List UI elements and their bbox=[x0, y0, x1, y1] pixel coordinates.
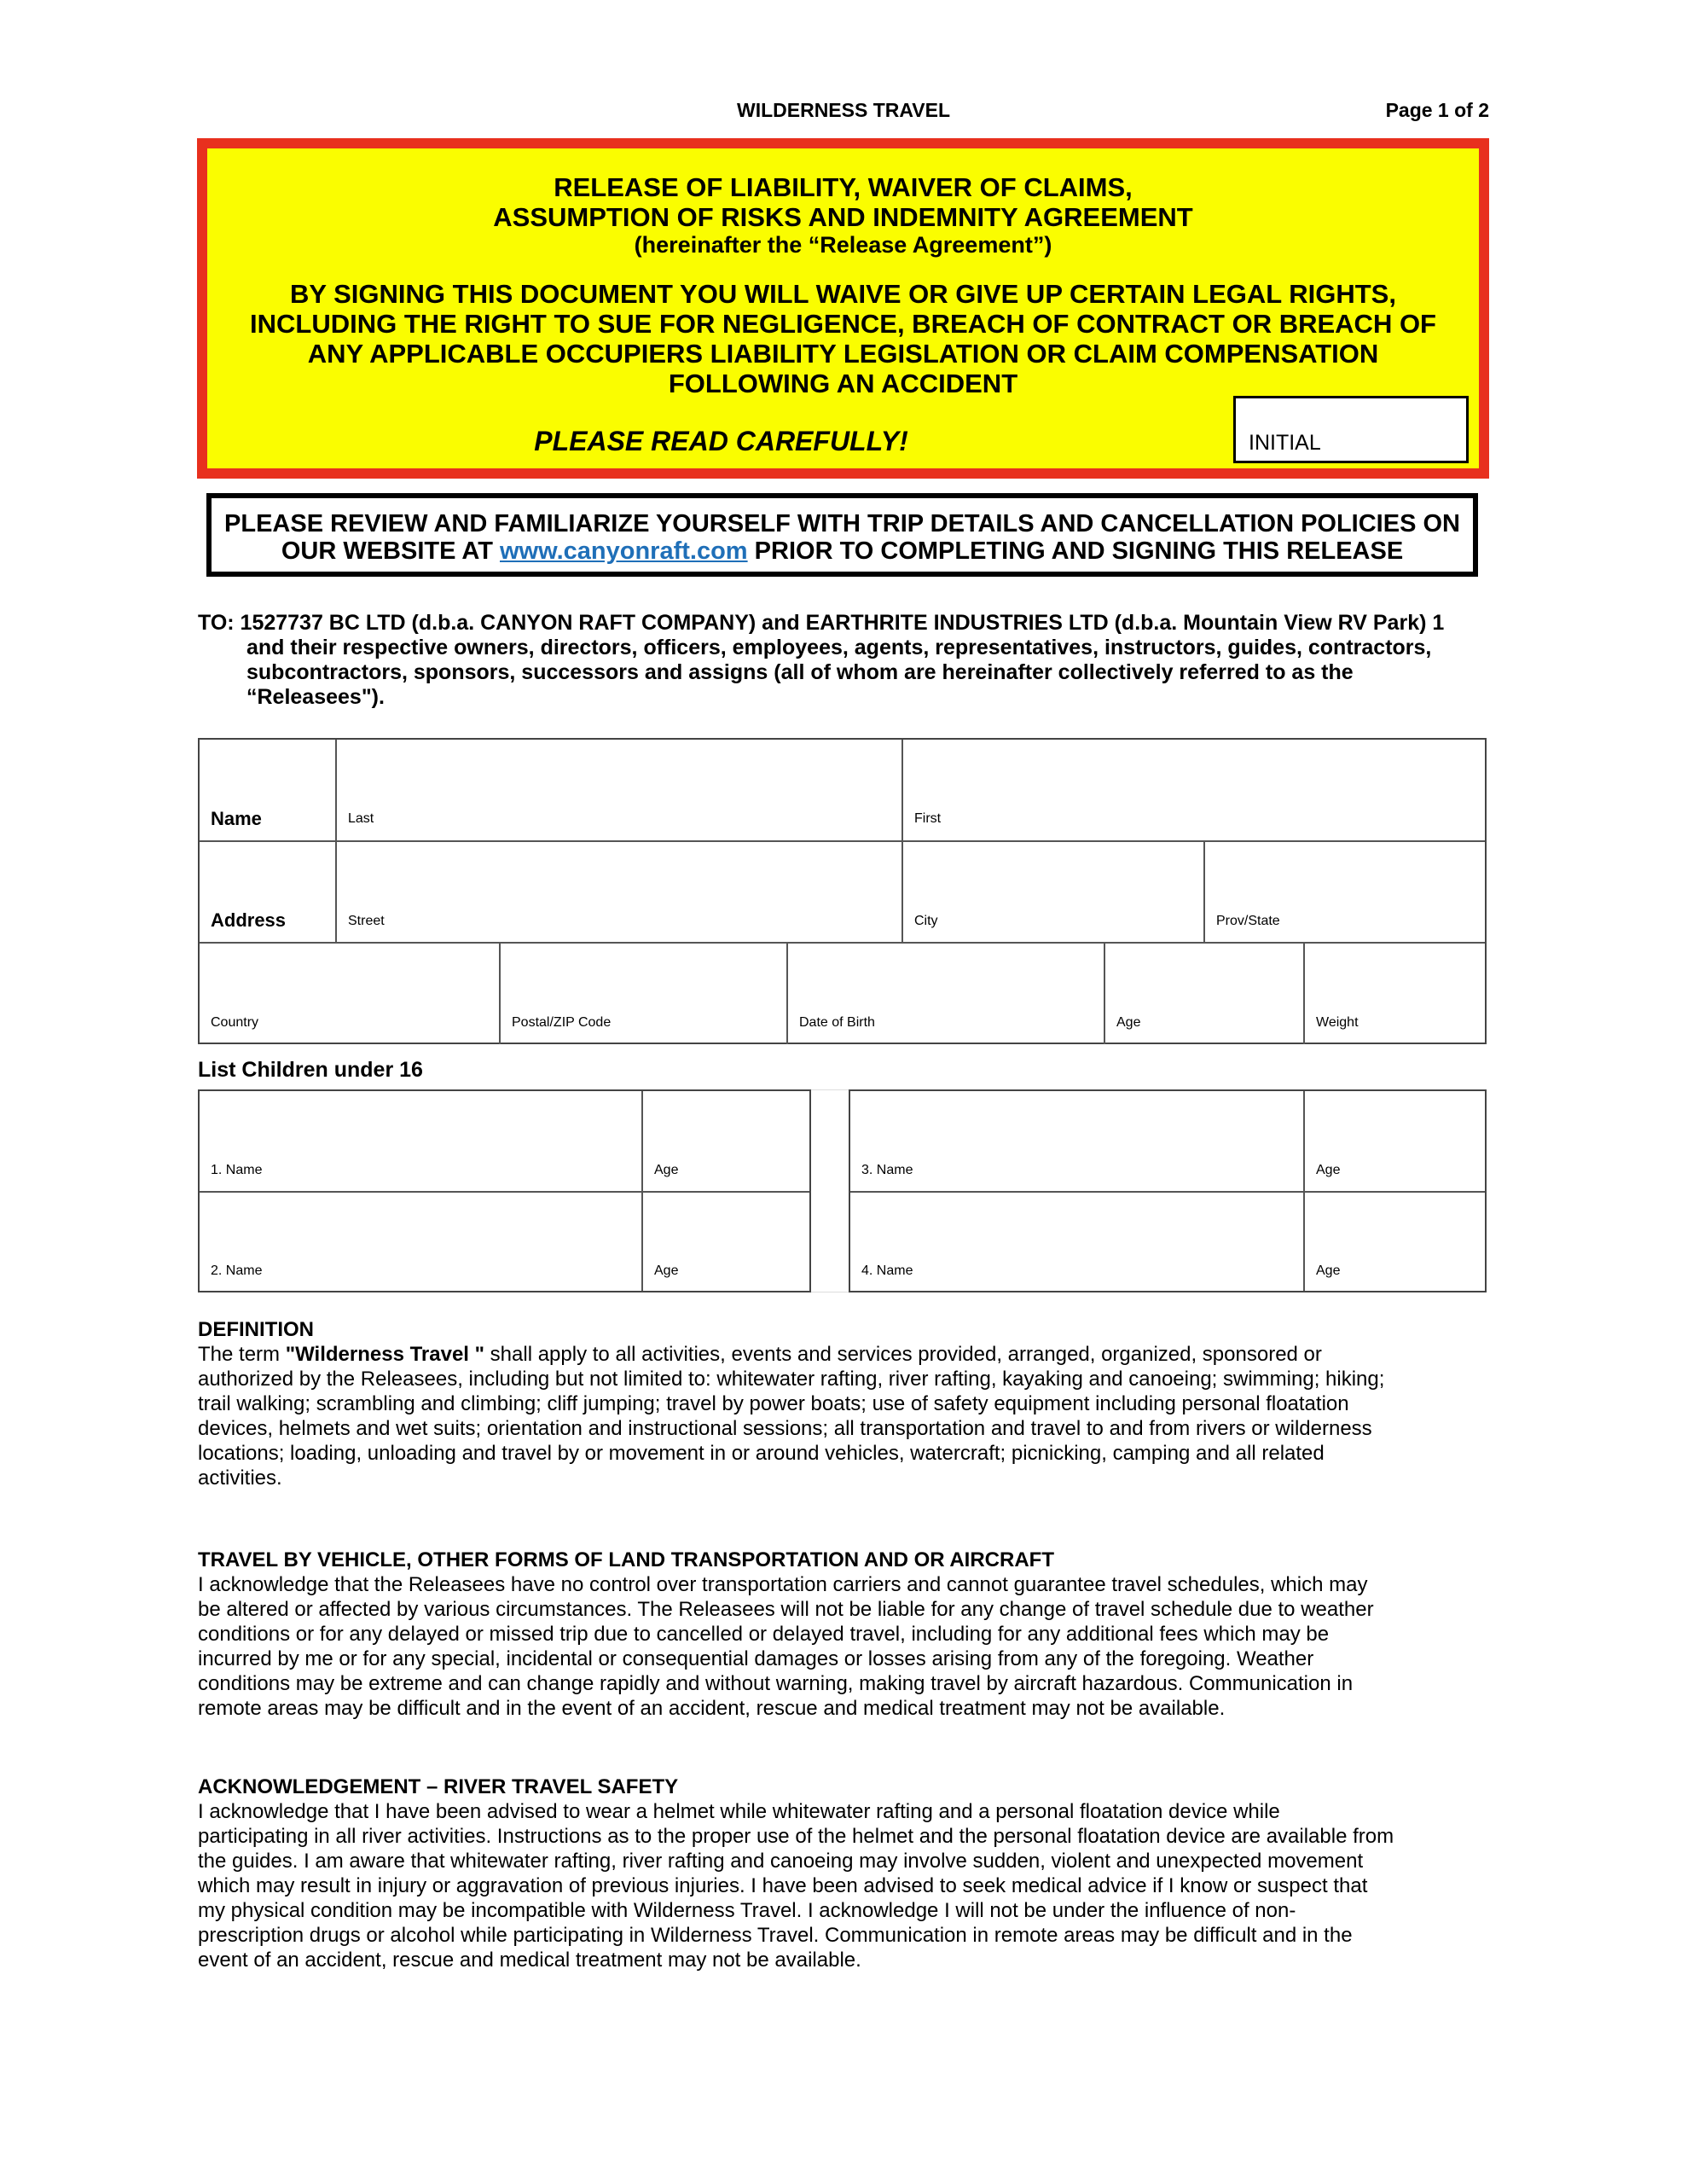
definition-line: trail walking; scrambling and climbing; cliff jumping; travel by power boats; use of safety equipment including personal floatation bbox=[198, 1392, 1349, 1415]
travel-line: be altered or affected by various circumstances. The Releasees will not be liable for any change of travel schedule due to weather bbox=[198, 1598, 1374, 1621]
initial-label: INITIAL bbox=[1249, 431, 1321, 455]
river-safety-line: participating in all river activities. Instructions as to the proper use of the helmet and the personal floatation device are available from bbox=[198, 1825, 1394, 1848]
postal-code-field[interactable] bbox=[501, 944, 786, 1044]
children-table-right bbox=[849, 1089, 1487, 1292]
travel-line: incurred by me or for any special, incidental or consequential damages or losses arising from any of the foregoing. Weather bbox=[198, 1647, 1314, 1670]
city-caption: City bbox=[914, 914, 938, 928]
releasees-line: TO: 1527737 BC LTD (d.b.a. CANYON RAFT COMPANY) and EARTHRITE INDUSTRIES LTD (d.b.a. Mountain View RV Park) 1 bbox=[198, 611, 1445, 635]
children-list-heading: List Children under 16 bbox=[198, 1058, 423, 1082]
child-4-age-caption: Age bbox=[1316, 1263, 1341, 1278]
travel-line: conditions may be extreme and can change rapidly and without warning, making travel by aircraft hazardous. Communication in bbox=[198, 1672, 1354, 1695]
children-table-left bbox=[198, 1089, 811, 1292]
document-header-title: WILDERNESS TRAVEL bbox=[736, 99, 951, 121]
river-safety-heading: ACKNOWLEDGEMENT – RIVER TRAVEL SAFETY bbox=[198, 1775, 679, 1798]
definition-prefix: The term bbox=[198, 1343, 286, 1366]
page-number: Page 1 of 2 bbox=[1385, 99, 1489, 121]
agreement-subtitle: (hereinafter the “Release Agreement”) bbox=[634, 232, 1052, 258]
child-4-age-field[interactable] bbox=[1305, 1193, 1487, 1292]
definition-line: activities. bbox=[198, 1467, 282, 1490]
child-4-name-field[interactable] bbox=[850, 1193, 1303, 1292]
warning-box-fill bbox=[207, 148, 1479, 468]
warning-text-line: BY SIGNING THIS DOCUMENT YOU WILL WAIVE OR GIVE UP CERTAIN LEGAL RIGHTS, bbox=[290, 279, 1396, 309]
child-3-name-field[interactable] bbox=[850, 1091, 1303, 1191]
prov-state-caption: Prov/State bbox=[1216, 914, 1280, 928]
child-2-name-caption: 2. Name bbox=[211, 1263, 263, 1278]
child-2-name-field[interactable] bbox=[200, 1193, 641, 1292]
first-name-field[interactable] bbox=[903, 740, 1487, 840]
travel-section bbox=[198, 1548, 1499, 1721]
date-of-birth-field[interactable] bbox=[788, 944, 1104, 1044]
travel-line: I acknowledge that the Releasees have no control over transportation carriers and cannot guarantee travel schedules, which may bbox=[198, 1573, 1368, 1596]
name-row-label: Name bbox=[211, 808, 262, 829]
travel-line: conditions or for any delayed or missed trip due to cancelled or delayed travel, including for any additional fees which may be bbox=[198, 1623, 1330, 1646]
child-3-age-caption: Age bbox=[1316, 1163, 1341, 1177]
review-notice-prefix: OUR WEBSITE AT bbox=[281, 537, 500, 565]
weight-field[interactable] bbox=[1305, 944, 1487, 1044]
agreement-title-line-2: ASSUMPTION OF RISKS AND INDEMNITY AGREEMENT bbox=[493, 202, 1193, 232]
review-notice-line-2 bbox=[212, 537, 1473, 566]
review-notice-line-1: PLEASE REVIEW AND FAMILIARIZE YOURSELF WITH TRIP DETAILS AND CANCELLATION POLICIES ON bbox=[224, 510, 1460, 537]
river-safety-line: my physical condition may be incompatible with Wilderness Travel. I acknowledge I will not be under the influence of non- bbox=[198, 1899, 1296, 1922]
agreement-title-line-1: RELEASE OF LIABILITY, WAIVER OF CLAIMS, bbox=[554, 172, 1133, 202]
last-name-caption: Last bbox=[348, 811, 374, 826]
review-notice-box bbox=[206, 493, 1478, 577]
river-safety-line: event of an accident, rescue and medical treatment may not be available. bbox=[198, 1949, 861, 1972]
child-2-age-field[interactable] bbox=[643, 1193, 811, 1292]
river-safety-line: I acknowledge that I have been advised to wear a helmet while whitewater rafting and a personal floatation device while bbox=[198, 1800, 1280, 1823]
releasees-addressee-block bbox=[198, 611, 1494, 710]
warning-text-line: ANY APPLICABLE OCCUPIERS LIABILITY LEGISLATION OR CLAIM COMPENSATION bbox=[307, 339, 1379, 369]
weight-caption: Weight bbox=[1316, 1015, 1359, 1030]
street-field[interactable] bbox=[337, 842, 901, 942]
first-name-caption: First bbox=[914, 811, 942, 826]
child-3-age-field[interactable] bbox=[1305, 1091, 1487, 1191]
travel-heading: TRAVEL BY VEHICLE, OTHER FORMS OF LAND TRANSPORTATION AND OR AIRCRAFT bbox=[198, 1548, 1054, 1571]
travel-line: remote areas may be difficult and in the event of an accident, rescue and medical treatment may not be available. bbox=[198, 1697, 1226, 1720]
initial-field[interactable] bbox=[1233, 396, 1469, 463]
children-table-gap bbox=[811, 1089, 849, 1292]
definition-line bbox=[198, 1342, 1499, 1367]
participant-info-form bbox=[198, 738, 1487, 1044]
definition-line: locations; loading, unloading and travel by or movement in or around vehicles, watercraft; picnicking, camping and all related bbox=[198, 1442, 1325, 1465]
website-link[interactable]: www.canyonraft.com bbox=[500, 537, 748, 565]
warning-text-line: INCLUDING THE RIGHT TO SUE FOR NEGLIGENCE, BREACH OF CONTRACT OR BREACH OF bbox=[250, 309, 1436, 339]
age-field[interactable] bbox=[1105, 944, 1303, 1044]
definition-line: authorized by the Releasees, including but not limited to: whitewater rafting, river rafting, kayaking and canoeing; swimming; hiking; bbox=[198, 1368, 1385, 1391]
last-name-field[interactable] bbox=[337, 740, 901, 840]
defined-term: "Wilderness Travel " bbox=[285, 1343, 485, 1366]
date-of-birth-caption: Date of Birth bbox=[799, 1015, 875, 1030]
definition-line-1-rest: shall apply to all activities, events and services provided, arranged, organized, sponsored or bbox=[484, 1343, 1322, 1366]
read-carefully-notice: PLEASE READ CAREFULLY! bbox=[534, 426, 908, 456]
river-safety-line: the guides. I am aware that whitewater rafting, river rafting and canoeing may involve sudden, violent and unexpected movement bbox=[198, 1850, 1364, 1873]
child-1-age-caption: Age bbox=[654, 1163, 679, 1177]
river-safety-line: prescription drugs or alcohol while participating in Wilderness Travel. Communication in remote areas may be difficult and in the bbox=[198, 1924, 1353, 1947]
street-caption: Street bbox=[348, 914, 385, 928]
definition-section bbox=[198, 1317, 1499, 1490]
river-safety-line: which may result in injury or aggravation of previous injuries. I have been advised to seek medical advice if I know or suspect that bbox=[198, 1874, 1368, 1897]
review-notice-suffix: PRIOR TO COMPLETING AND SIGNING THIS RELEASE bbox=[747, 537, 1404, 565]
country-field[interactable] bbox=[200, 944, 499, 1044]
city-field[interactable] bbox=[903, 842, 1203, 942]
child-1-name-caption: 1. Name bbox=[211, 1163, 263, 1177]
child-2-age-caption: Age bbox=[654, 1263, 679, 1278]
river-safety-section bbox=[198, 1774, 1499, 1972]
definition-line: devices, helmets and wet suits; orientation and instructional sessions; all transportation and travel to and from rivers or wilderness bbox=[198, 1417, 1372, 1440]
child-3-name-caption: 3. Name bbox=[861, 1163, 913, 1177]
releasees-line: “Releasees"). bbox=[246, 685, 385, 709]
age-caption: Age bbox=[1116, 1015, 1141, 1030]
child-1-name-field[interactable] bbox=[200, 1091, 641, 1191]
country-caption: Country bbox=[211, 1015, 259, 1030]
warning-text-line: FOLLOWING AN ACCIDENT bbox=[668, 369, 1018, 398]
address-row-label: Address bbox=[211, 909, 287, 931]
definition-heading: DEFINITION bbox=[198, 1318, 314, 1341]
child-4-name-caption: 4. Name bbox=[861, 1263, 913, 1278]
child-1-age-field[interactable] bbox=[643, 1091, 811, 1191]
postal-code-caption: Postal/ZIP Code bbox=[512, 1015, 612, 1030]
releasees-line: and their respective owners, directors, officers, employees, agents, representatives, instructors, guides, contractors, bbox=[246, 636, 1432, 659]
prov-state-field[interactable] bbox=[1205, 842, 1487, 942]
warning-box bbox=[197, 138, 1489, 479]
releasees-line: subcontractors, sponsors, successors and assigns (all of whom are hereinafter collectively referred to as the bbox=[246, 660, 1354, 684]
